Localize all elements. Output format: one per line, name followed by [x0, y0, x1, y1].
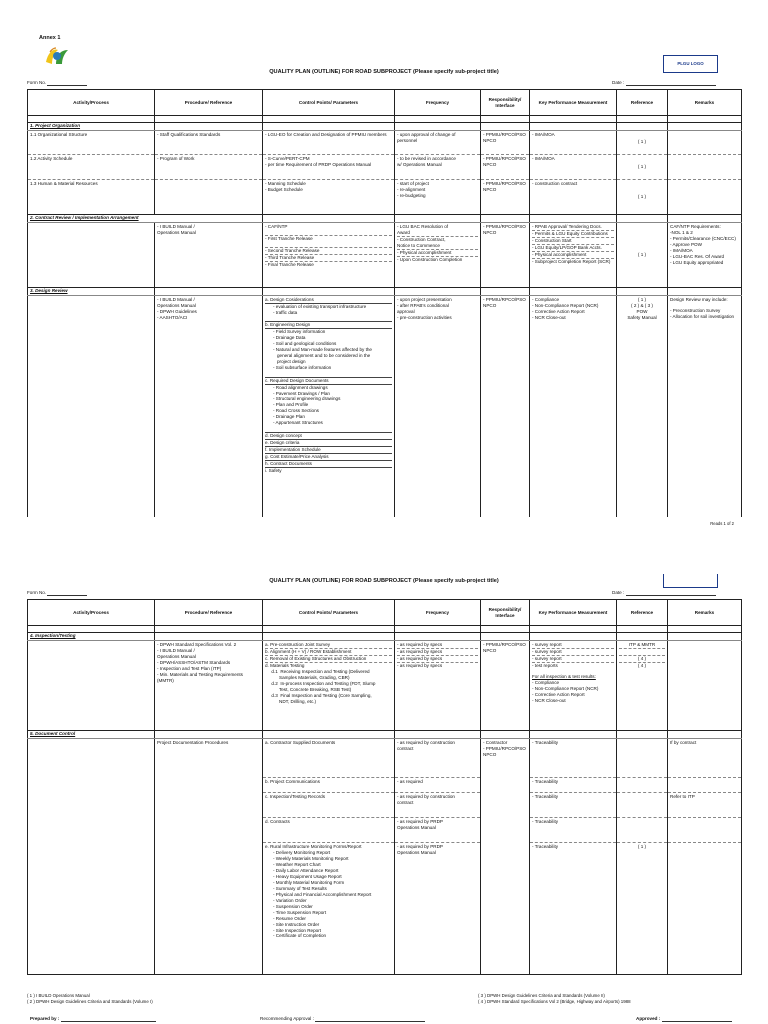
kpm-line: - Construction Start: [532, 237, 614, 244]
col-remarks: Remarks: [668, 600, 742, 626]
kpm-line: - Compliance: [532, 296, 560, 302]
frequency-line: Award: [397, 229, 410, 235]
reference-line: Safety Manual: [627, 314, 657, 320]
procedure-line: Project Documentation Procedures: [157, 739, 229, 745]
control-group-label: i. Safety: [265, 467, 392, 474]
reference-line: ( 1 ): [637, 296, 647, 302]
control-line: - CAF/NTP: [265, 223, 288, 229]
frequency-line: - re-budgeting: [397, 192, 426, 198]
kpm-line: - Subproject Completion Report (SCR): [532, 258, 614, 265]
control-item: - Variation Order: [273, 897, 307, 903]
control-item: - traffic data: [273, 309, 298, 315]
control-item: - Site Inspection Report: [273, 927, 322, 933]
responsibility-line: NPCO: [483, 647, 497, 653]
kpm-line: - NCR Close-out: [532, 314, 566, 320]
kpm-line: - Corrective Action Report: [532, 308, 585, 314]
frequency-line: contract: [397, 745, 414, 751]
page-note: Reads 1 of 2: [710, 521, 734, 526]
remarks-line: - Approve POW: [670, 241, 702, 247]
table-row: [28, 222, 742, 287]
frequency-line: Notice to Commence: [397, 242, 440, 248]
col-responsibility: Responsibility/ Interface: [481, 600, 530, 626]
control-line: b. Alignment (H + V) / ROW Establishment: [265, 649, 392, 656]
responsibility-line: - PPMIU/RPCO/PSO: [483, 641, 526, 647]
reference-line: ( 2 ) & ( 3 ): [631, 302, 653, 308]
frequency-line: - Upon Construction Completion: [397, 256, 478, 263]
remarks-line: - Allocation for soil investigation: [670, 313, 735, 319]
responsibility-line: - PPMIU/RPCO/PSO: [483, 745, 526, 751]
annex-label: Annex 1: [39, 35, 61, 41]
table-row: [28, 817, 742, 842]
activity-cell: 1.2 Activity Schedule: [28, 154, 155, 179]
frequency-line: - Physical accomplishment: [397, 249, 478, 256]
control-item: - Pavement Drawings / Plan: [273, 390, 330, 396]
procedure-line: - Staff Qualifications Standards: [157, 131, 221, 137]
control-line: - S-Curve/PERT-CPM: [265, 155, 310, 161]
control-line: a. Pre-construction Joint Survey: [265, 642, 392, 649]
remarks-line: - IMA/MOA: [670, 247, 693, 253]
frequency-line: - as required by PRDP: [397, 818, 443, 824]
control-item: - Summary of Test Results: [273, 885, 327, 891]
remarks-cell: If by contract: [668, 738, 742, 777]
col-activity: Activity/Process: [28, 90, 155, 116]
frequency-line: - as required: [397, 778, 423, 784]
frequency-line: - as required by PRDP: [397, 843, 443, 849]
prepared-by-field[interactable]: [30, 1016, 156, 1022]
kpm-line: - Non-Compliance Report (NCR): [532, 302, 599, 308]
control-group-label: c. Required Design Documents: [265, 377, 392, 385]
date-label: Date :: [612, 80, 625, 85]
frequency-line: Operations Manual: [397, 849, 436, 855]
responsibility-line: NPCO: [483, 229, 497, 235]
control-item: - Weather Report Chart: [273, 861, 321, 867]
control-item: - Daily Labor Attendance Report: [273, 867, 339, 873]
procedure-line: - Min. Materials and Testing Requirements: [157, 671, 243, 677]
col-responsibility: Responsibility/ Interface: [481, 90, 530, 116]
table-row: [28, 179, 742, 214]
recommending-approval-label: Recommending Approval :: [260, 1016, 314, 1021]
lgu-logo-placeholder: PLGU LOGO: [663, 55, 718, 73]
kpm-line: - Traceability: [532, 843, 559, 849]
section-heading: 2. Contract Review / Implementation Arrangement: [28, 214, 263, 222]
section-heading: 5. Document Control: [28, 730, 155, 738]
section-heading-row: [28, 287, 742, 295]
signature-line: [662, 1017, 732, 1022]
date-field-page2[interactable]: [612, 590, 716, 596]
col-activity: Activity/Process: [28, 600, 155, 626]
section-heading-row: [28, 123, 742, 131]
frequency-line: - as required by construction: [397, 793, 455, 799]
table-row: [28, 640, 742, 730]
control-item: - Soil subsurface information: [273, 364, 332, 370]
control-group-label: a. Design Cosiderations: [265, 297, 392, 304]
reference-line: POW: [636, 308, 648, 314]
reference-cell: ( 1 ): [617, 154, 668, 179]
frequency-line: - as required by specs: [397, 656, 478, 663]
control-line: d.1 Receiving Inspection and Testing (Delivered: [265, 668, 370, 674]
responsibility-line: NPCO: [483, 161, 497, 167]
procedure-line: - DPWH Guidelines: [157, 308, 197, 314]
responsibility-line: NPCO: [483, 186, 497, 192]
control-group-label: h. Contract Documents: [265, 460, 392, 467]
table-header-row: [28, 90, 742, 116]
kpm-line: - survey report: [532, 649, 614, 656]
reference-cell: ( 1 ): [617, 130, 668, 154]
kpm-line: - IMA/MOA: [532, 131, 555, 137]
frequency-line: contract: [397, 799, 414, 805]
kpm-line: - Traceability: [532, 739, 559, 745]
kpm-line: - Non-Compliance Report (NCR): [532, 685, 599, 691]
signature-line: [315, 1017, 425, 1022]
kpm-line: - Traceability: [532, 793, 559, 799]
frequency-line: - upon approval of change of: [397, 131, 456, 137]
control-item: - Heavy Equipment Usage Report: [273, 873, 342, 879]
procedure-line: - DPWH/ASSHTO/ASTM Standards: [157, 659, 231, 665]
control-line: NDT, Drilling, etc.): [265, 698, 317, 704]
table-row: [28, 792, 742, 817]
remarks-line: - Permits/Clearance (CNC/ECC): [670, 235, 736, 241]
reference-cell: ( 1 ): [617, 842, 668, 974]
form-no-field-page2[interactable]: [27, 590, 87, 596]
footnotes-right: [478, 993, 631, 1004]
control-item: - Drainage Data: [273, 334, 306, 340]
responsibility-line: - PPMIU/RPCO/PSO: [483, 155, 526, 161]
control-item: - Soil and geological conditions: [273, 340, 337, 346]
control-item: - Weekly Materials Monitoring Report: [273, 855, 349, 861]
procedure-line: - AASHTO/ACI: [157, 314, 188, 320]
kpm-line: - Traceability: [532, 818, 559, 824]
kpm-line: - LGU Equity/LP/GOP Bank Accts.: [532, 244, 614, 251]
frequency-line: w/ Operations Manual: [397, 161, 442, 167]
frequency-line: - Construction Contract,: [397, 236, 478, 243]
kpm-line: For all inspection & test results:: [532, 673, 596, 679]
reference-line: ( 4 ): [637, 662, 647, 668]
form-no-label: Form No.: [27, 590, 47, 595]
reference-cell: [617, 738, 668, 777]
col-reference: Reference: [617, 90, 668, 116]
table-row: [28, 738, 742, 777]
section-heading-row: [28, 214, 742, 222]
responsibility-line: - PPMIU/RPCO/PSO: [483, 131, 526, 137]
frequency-line: - as required by specs: [397, 642, 478, 649]
control-item: - Road Cross Sections: [273, 408, 319, 414]
frequency-line: personnel: [397, 137, 418, 143]
signature-line: [61, 1017, 156, 1022]
frequency-line: - LGU BAC Resolution of: [397, 223, 449, 229]
control-line: Test, Concrete Breaking, RSB Test): [265, 686, 352, 692]
control-item: - Monthly Material Monitoring Form: [273, 879, 345, 885]
control-line: d.3 Final Inspection and Testing (Core Sampling,: [265, 692, 372, 698]
kpm-line: - survey report: [532, 642, 614, 649]
col-procedure: Procedure/ Reference: [155, 600, 263, 626]
section-heading-row: [28, 633, 742, 641]
prepared-by-label: Prepared by :: [30, 1016, 60, 1021]
section-heading-row: [28, 730, 742, 738]
table-row: [28, 777, 742, 792]
date-underline: [626, 81, 716, 86]
control-item: - Certificate of Completion: [273, 933, 327, 939]
control-item: - Appurtenant Structures: [273, 420, 323, 426]
remarks-cell: [668, 130, 742, 154]
control-line: - LGU-EO for Creation and Designation of PPMIU members: [265, 131, 387, 137]
control-group-label: b. Engineering Design: [265, 321, 392, 329]
footnote: ( 4 ) DPWH Standard Specifications Vol 2 (Bridge, Highway and Airports) 1988: [478, 998, 631, 1004]
procedure-line: Operations Manual: [157, 302, 196, 308]
control-item: general alignment and to be considered in the: [277, 352, 371, 358]
remarks-line: -NOL 1 & 2: [670, 229, 693, 235]
control-item: - Time Suspension Report: [273, 909, 327, 915]
control-line: - Third Tranche Release: [265, 254, 392, 261]
table-row: [28, 842, 742, 974]
control-line: d.2 In-process Inspection and Testing (FDT, Slump: [265, 680, 376, 686]
kpm-line: - Permits & LGU Equity Contributions: [532, 230, 614, 237]
procedure-line: - Program of Work: [157, 155, 195, 161]
kpm-line: - Compliance: [532, 679, 560, 685]
control-line: - per time Requirement of PRDP Operations Manual: [265, 161, 372, 167]
activity-cell: 1.3 Human & Material Resources: [28, 179, 155, 214]
kpm-line: - test reports: [532, 662, 558, 668]
frequency-line: - as required by specs: [397, 649, 478, 656]
control-group-label: g. Cost Estimate/Price Analysis: [265, 453, 392, 460]
section-heading: 3. Design Review: [28, 287, 155, 295]
reference-cell: ( 1 ): [617, 222, 668, 287]
procedure-line: - Inspection and Test Plan (ITP): [157, 665, 222, 671]
responsibility-line: NPCO: [483, 302, 497, 308]
control-item: - Suspension Order: [273, 903, 313, 909]
responsibility-line: - PPMIU/RPCO/PSO: [483, 296, 526, 302]
responsibility-line: - PPMIU/RPCO/PSO: [483, 223, 526, 229]
emblem-icon: [42, 44, 72, 66]
control-group-label: e. Design criteria: [265, 439, 392, 446]
remarks-line: - Preconstruction Survey: [670, 307, 721, 313]
control-line: - Manning Schedule: [265, 180, 306, 186]
control-item: - Site Instruction Order: [273, 921, 320, 927]
frequency-line: - after RPAB's conditional: [397, 302, 449, 308]
page-title-page2: QUALITY PLAN (OUTLINE) FOR ROAD SUBPROJECT (Please specify sub-project title): [269, 578, 499, 584]
responsibility-line: NPCO: [483, 751, 497, 757]
kpm-line: - construction contract: [532, 180, 578, 186]
remarks-cell: Refer to ITP: [668, 792, 742, 817]
remarks-line: - LGU Equity appropriated: [670, 259, 724, 265]
frequency-line: Operations Manual: [397, 824, 436, 830]
col-procedure: Procedure/ Reference: [155, 90, 263, 116]
control-block-label: a. Contractor Supplied Documents: [265, 739, 336, 745]
footnote: ( 1 ) I BUILD Operations Manual: [27, 993, 90, 998]
control-line: - Budget Schedule: [265, 186, 303, 192]
control-block-label: b. Project Communications: [265, 778, 320, 784]
reference-line: ( 4 ): [619, 656, 665, 663]
table-row: [28, 154, 742, 179]
table-row: [28, 295, 742, 517]
section-heading: 1. Project Organization: [28, 123, 155, 131]
frequency-line: approval: [397, 308, 415, 314]
responsibility-line: - Contractor: [483, 739, 508, 745]
form-no-underline: [47, 81, 87, 86]
page-title: QUALITY PLAN (OUTLINE) FOR ROAD SUBPROJECT (Please specify sub-project title): [269, 69, 499, 75]
control-item: - Physical and Financial Accomplishment Report: [273, 891, 372, 897]
footnotes-left: [27, 993, 153, 1004]
remarks-line: Design Review may include:: [670, 296, 728, 302]
form-no-field[interactable]: [27, 80, 87, 86]
activity-cell: 1.1 Organizational Structure: [28, 130, 155, 154]
col-frequency: Frequency: [395, 600, 481, 626]
control-item: project design: [277, 358, 306, 364]
control-item: - Drainage Plan: [273, 414, 305, 420]
table-row: [28, 130, 742, 154]
date-underline: [626, 591, 716, 596]
col-reference: Reference: [617, 600, 668, 626]
control-item: - Plan and Profile: [273, 402, 309, 408]
procedure-line: - I BUILD Manual /: [157, 647, 195, 653]
control-item: - Delivery Monitoring Report: [273, 849, 331, 855]
footnote: ( 3 ) DPWH Design Guidelines Criteria and Standards (Volume II): [478, 993, 605, 998]
quality-plan-table-page1: [27, 89, 742, 517]
kpm-line: - survey report: [532, 656, 614, 663]
frequency-line: - pre-construction activities: [397, 314, 452, 320]
procedure-line: Operations Manual: [157, 229, 196, 235]
kpm-line: - Traceability: [532, 778, 559, 784]
frequency-line: - as required by construction: [397, 739, 455, 745]
control-line: Samples Materials, Grading, CBR): [265, 674, 350, 680]
kpm-line: - Corrective Action Report: [532, 691, 585, 697]
footnote: ( 2 ) DPWH Design Guidelines Criteria and Standards (Volume I): [27, 998, 153, 1004]
frequency-line: - to be revised in accordance: [397, 155, 456, 161]
quality-plan-table-page2: [27, 599, 742, 975]
control-item: - Structural engineering drawings: [273, 396, 341, 402]
procedure-line: - I BUILD Manual /: [157, 296, 195, 302]
control-line: c. Removal of Existing Structures and Obstruction: [265, 656, 392, 663]
control-line: d. Materials Testing: [265, 662, 305, 668]
col-remarks: Remarks: [668, 90, 742, 116]
responsibility-line: NPCO: [483, 137, 497, 143]
frequency-line: - re-alignment: [397, 186, 426, 192]
control-block-label: c. Inspection/Testing Records: [265, 793, 326, 799]
control-group-label: f. Implementation Schedule: [265, 446, 392, 453]
col-control: Control Points/ Parameters: [263, 600, 395, 626]
col-kpm: Key Performance Measurement: [530, 600, 617, 626]
control-block-label: d. Contracts: [265, 818, 290, 824]
reference-line: ITP & MMTR: [619, 642, 665, 649]
frequency-line: - start of project: [397, 180, 429, 186]
date-label: Date :: [612, 590, 625, 595]
control-item: - Resume Order: [273, 915, 306, 921]
procedure-line: - DPWH Standard Specifications Vol. 2: [157, 641, 237, 647]
col-kpm: Key Performance Measurement: [530, 90, 617, 116]
approved-label: Approved :: [636, 1016, 661, 1021]
control-item: - Field Survey information: [273, 328, 326, 334]
reference-cell: ( 1 ): [617, 179, 668, 214]
control-item: - Road alignment drawings: [273, 384, 328, 390]
control-block-label: e. Rural Infrastructure Monitoring Forms/Report: [265, 843, 362, 849]
control-item: - Natural and Man-made features affected by the: [273, 346, 372, 352]
col-control: Control Points/ Parameters: [263, 90, 395, 116]
remarks-line: CAF/NTP Requirements:: [670, 223, 721, 229]
section-heading: 4. Inspection/Testing: [28, 633, 155, 641]
procedure-line: - I BUILD Manual /: [157, 223, 195, 229]
kpm-line: - RPAB Approval/ Tendering Docs.: [532, 223, 602, 229]
col-frequency: Frequency: [395, 90, 481, 116]
control-line: - Final Tranche Release: [265, 261, 392, 268]
control-line: - Second Tranche Release: [265, 247, 392, 254]
form-no-label: Form No.: [27, 80, 47, 85]
approved-field[interactable]: [636, 1016, 732, 1022]
responsibility-line: - PPMIU/RPCO/PSO: [483, 180, 526, 186]
control-group-label: d. Design concept: [265, 432, 392, 439]
kpm-line: - NCR Close-out: [532, 697, 566, 703]
form-no-underline: [47, 591, 87, 596]
remarks-line: - LGU-BAC Res. Of Award: [670, 253, 725, 259]
frequency-line: - upon project presentation: [397, 296, 452, 302]
procedure-line: (MMTR): [157, 677, 174, 683]
recommending-approval-field[interactable]: [260, 1016, 425, 1022]
control-item: - evaluation of existing transport infrastructure: [273, 303, 367, 309]
kpm-line: - IMA/MOA: [532, 155, 555, 161]
date-field[interactable]: [612, 80, 716, 86]
frequency-line: - as required by specs: [397, 662, 443, 668]
procedure-line: Operations Manual: [157, 653, 196, 659]
control-line: - First Tranche Release: [265, 235, 392, 242]
kpm-line: - Physical accomplishment: [532, 251, 614, 258]
table-header-row: [28, 600, 742, 626]
